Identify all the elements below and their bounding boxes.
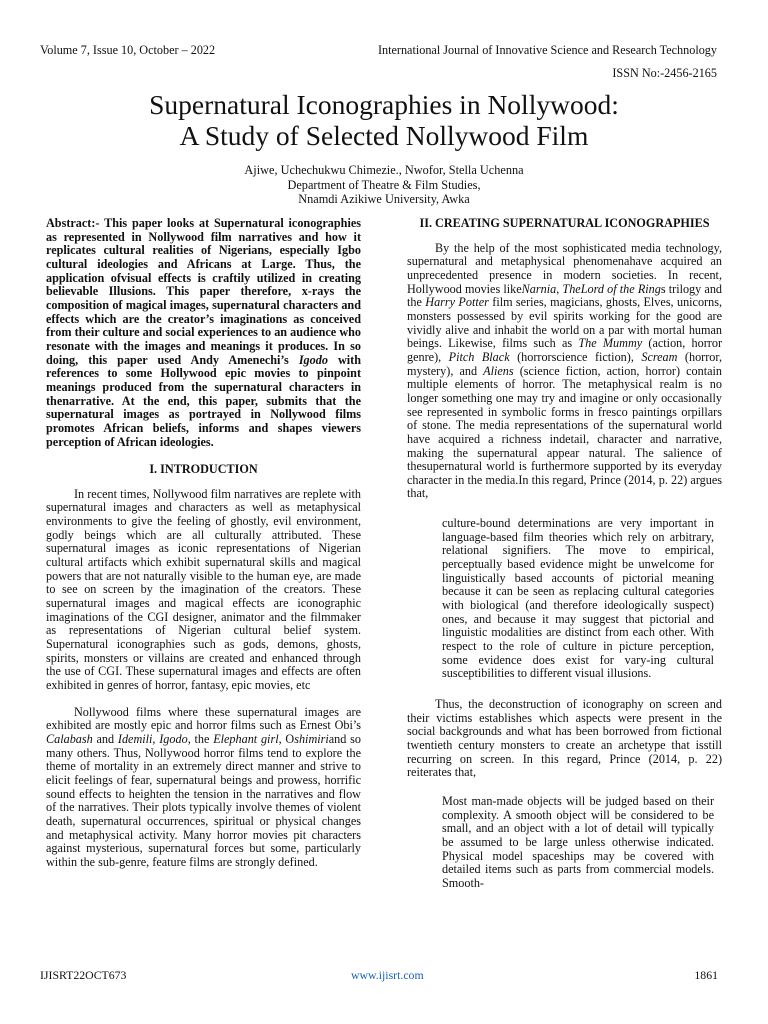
abstract-text-2: with references to some Hollywood epic movies to pinpoint meanings produced from the supernatural characters in thenarrative. At the end, this paper, submits that the supernatural images as portrayed in Nollywood films promotes African beliefs, informs and shapes viewers perception of African ideologies. [46,352,361,449]
s2-p1-text-f: (horrorscience fiction), [509,349,642,364]
intro-p2-text-b: and [92,731,118,746]
header-journal: International Journal of Innovative Science and Research Technology [377,43,717,57]
s2-p1-aliens: Aliens [483,363,514,378]
author-block [40,163,728,207]
intro-p2-idemili: Idemili [117,731,153,746]
abstract-text-1: Abstract:- This paper looks at Supernatural iconographies as represented in Nollywood film narratives and how it replicates cultural realities of Nigerians, especially Igbo cultural ideologies and Africans at Large. Thus, the application ofvisual effects is craftily utilized in creating believable Illusions. This paper therefore, x-rays the composition of magical images, supernatural characters and effects which are the creator’s imaginations as conceived from their culture and social experiences to an audience who resonate with the images and meanings it produces. In so doing, this paper used Andy Amenechi’s [46,216,361,367]
intro-p2-igodo: Igodo [159,731,188,746]
s2-p1-scream: Scream [641,349,678,364]
s2-p1-text-d: film series, magicians, ghosts, Elves, unicorns, monsters possessed by evil spirits working for the good are vividly alive and inhabit the world on a par with mortal human beings. Likewise, films such as [407,295,722,351]
intro-p2-text-a: Nollywood films where these supernatural images are exhibited are mostly epic and horror films such as Ernest Obi’s [46,704,361,733]
block-quote-1: culture-bound determinations are very important in language-based film theories which rely on arbitrary, relational signifiers. The move to empirical, perceptually based evidence might be unwelcome for linguistically based accounts of pictorial meaning because it can be seen as replacing cultural categories with biological (and therefore ideologically suspect) ones, and because it may suggest that pictorial and linguistic modalities are distinct from each other. With respect to the role of culture in picture perception, some evidence does exist for vary-ing cultural susceptibilities to different visual illusions. [442,516,714,681]
section2-paragraph-2: Thus, the deconstruction of iconography on screen and their victims establishes which aspects were present in the social backgrounds and what has been borrowed from fictional twentieth century monsters to create an archetype that isstill recurring on screen. In this regard, Prince (2014, p. 22) reiterates that, [407,697,722,780]
s2-p1-text-h: (science fiction, action, horror) contain multiple elements of horror. The metaphysical realm is no longer something one may try and imagine or only occasionally see represented in symbolic forms in fresco paintings orpillars of stone. The media representations of the supernatural world have acquired a richness indetail, character and narrative, making the supernatural appear natural. The salience of thesupernatural world is furthermore supported by its everyday character in the media.In this regard, Prince (2014, p. 22) argues that, [407,363,723,501]
s2-p1-harry-potter: Harry Potter [425,295,489,310]
header-issn: ISSN No:-2456-2165 [612,66,717,80]
title-line-1: Supernatural Iconographies in Nollywood: [149,89,619,120]
intro-p2-text-d: , the [187,731,214,746]
intro-paragraph-2 [46,706,361,870]
intro-p2-calabash: Calabash [46,731,93,746]
abstract-igodo: Igodo [298,352,328,367]
footer-article-code: IJISRT22OCT673 [40,968,127,982]
s2-p1-text-e: (action, horror genre), [407,336,723,364]
s2-p1-narnia: Narnia [521,281,557,296]
s2-p1-text-g: (horror, mystery), and [407,349,723,378]
block-quote-2: Most man-made objects will be judged based on their complexity. A smooth object will be considered to be small, and an object with a lot of detail will typically be assumed to be large unless otherwise indicated. Physical model spaceships may be covered with detailed items such as parts from commercial models. Smooth- [442,793,714,890]
intro-p2-text-c: , [152,731,160,746]
section2-paragraph-1 [407,242,722,501]
right-column [407,217,722,891]
footer-page-number: 1861 [694,968,718,982]
s2-p1-text-a: By the help of the most sophisticated media technology, supernatural and metaphysical phenomenahave acquired an unprecedented presence in modern societies. In recent, Hollywood movies like [407,240,722,296]
section-heading-introduction: I. INTRODUCTION [149,462,258,477]
author-names: Ajiwe, Uchechukwu Chimezie., Nwofor, Stella Uchenna [244,163,524,177]
left-column [46,217,361,870]
footer-url-link[interactable]: www.ijisrt.com [351,968,424,982]
s2-p1-mummy: The Mummy [578,336,643,351]
intro-p2-shimiri: shimiri [294,731,329,746]
section-heading-supernatural: II. CREATING SUPERNATURAL ICONOGRAPHIES [419,216,710,230]
intro-paragraph-1: In recent times, Nollywood film narratives are replete with supernatural images and characters as well as metaphysical environments to give the feeling of ghostly, evil environment, godly beings which are all culturally attributed. These supernatural images as iconic representations of Nigerian cultural artifacts which exhibit supernatural skills and magical powers that are not naturally visible to the human eye, are made to see on screen by the imagination of the creators. These supernatural images and magical effects are iconographic imaginations of the CGI designer, animator and the filmmaker as representations of Nigerian cultural belief system. Supernatural iconographies such as gods, demons, ghosts, spirits, monsters or villains are created and enhanced through the use of CGI. These supernatural images and effects are often exhibited in genres of horror, fantasy, epic movies, etc [46,486,361,692]
header-volume: Volume 7, Issue 10, October – 2022 [40,43,216,57]
author-university: Nnamdi Azikiwe University, Awka [298,192,470,207]
author-department: Department of Theatre & Film Studies, [287,177,481,192]
title-line-2: A Study of Selected Nollywood Film [179,120,589,151]
s2-p1-lotr: TheLord of the Ring [562,281,661,296]
s2-p1-pitch-black: Pitch Black [448,349,510,364]
intro-p2-text-f: and so many others. Thus, Nollywood horror films tend to explore the theme of mortality in an extremely direct manner and strive to elicit feelings of fear, supernatural beings and prowess, horrific sound effects to heighten the tension in the narratives and flow of the narratives. Their plots typically involve themes of violent death, supernatural occurrences, spiritual or physical changes and metaphysical activity. Many horror movies pit characters against mysterious, supernatural forces but some, particularly within the sub-genre, feature films are strongly defined. [46,731,361,869]
abstract [46,217,361,449]
paper-title [40,89,728,151]
intro-p2-text-e: , O [278,731,295,746]
s2-p1-text-b: , [556,281,563,296]
intro-p2-elephant-girl: Elephant girl [213,731,279,746]
s2-p1-text-c: s trilogy and the [407,281,723,310]
